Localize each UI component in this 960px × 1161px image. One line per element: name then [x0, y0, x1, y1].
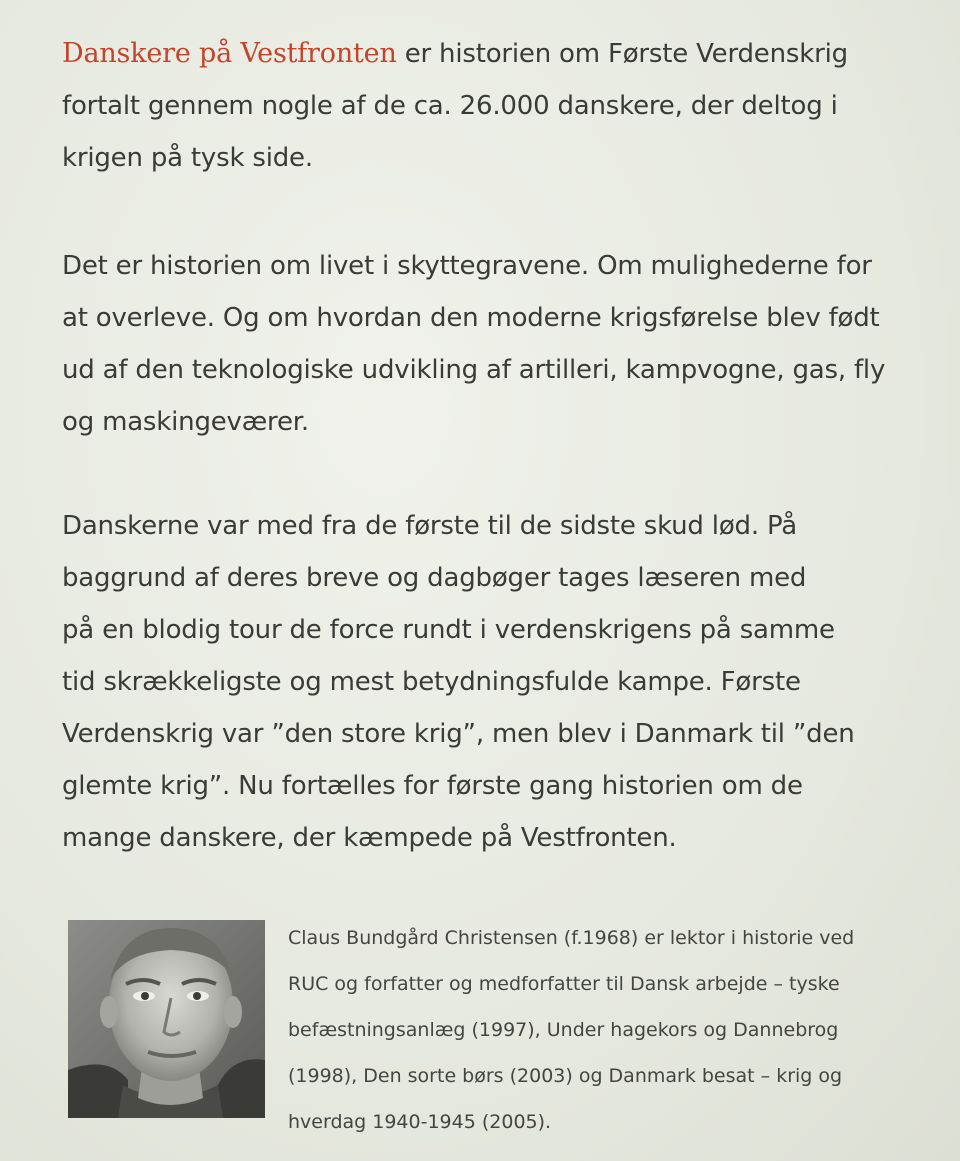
paragraph-3-line: Danskerne var med fra de første til de sidste skud lød. På — [62, 511, 797, 541]
author-bio — [288, 915, 888, 1145]
author-bio-line: Claus Bundgård Christensen (f.1968) er lektor i historie ved — [288, 927, 855, 949]
paragraph-2-line: Det er historien om livet i skyttegravene. Om mulighederne for — [62, 251, 872, 281]
paragraph-3-line: baggrund af deres breve og dagbøger tages læseren med — [62, 563, 807, 593]
paragraph-2 — [62, 240, 902, 448]
intro-line-1-rest: er historien om Første Verdenskrig — [396, 39, 848, 69]
intro-line-3: krigen på tysk side. — [62, 143, 313, 173]
author-bio-line: hverdag 1940-1945 (2005). — [288, 1111, 552, 1133]
intro-line-2: fortalt gennem nogle af de ca. 26.000 danskere, der deltog i — [62, 91, 838, 121]
paragraph-3-line: glemte krig”. Nu fortælles for første gang historien om de — [62, 771, 803, 801]
intro-line-1 — [62, 28, 922, 80]
intro-paragraph — [62, 28, 922, 184]
paragraph-2-line: og maskingeværer. — [62, 407, 309, 437]
author-bio-line: RUC og forfatter og medforfatter til Dansk arbejde – tyske — [288, 973, 840, 995]
paragraph-3-line: mange danskere, der kæmpede på Vestfronten. — [62, 823, 677, 853]
paragraph-2-line: at overleve. Og om hvordan den moderne krigsførelse blev født — [62, 303, 880, 333]
paragraph-3-line: Verdenskrig var ”den store krig”, men blev i Danmark til ”den — [62, 719, 855, 749]
paragraph-3-line: på en blodig tour de force rundt i verdenskrigens på samme — [62, 615, 835, 645]
paragraph-2-line: ud af den teknologiske udvikling af artilleri, kampvogne, gas, fly — [62, 355, 886, 385]
author-portrait-image — [68, 920, 265, 1118]
book-title: Danskere på Vestfronten — [62, 38, 397, 69]
paragraph-3-line: tid skrækkeligste og mest betydningsfulde kampe. Første — [62, 667, 801, 697]
author-bio-line: befæstningsanlæg (1997), Under hagekors og Dannebrog — [288, 1019, 839, 1041]
author-photo — [68, 920, 265, 1118]
author-bio-line: (1998), Den sorte børs (2003) og Danmark besat – krig og — [288, 1065, 843, 1087]
paragraph-3 — [62, 500, 862, 864]
